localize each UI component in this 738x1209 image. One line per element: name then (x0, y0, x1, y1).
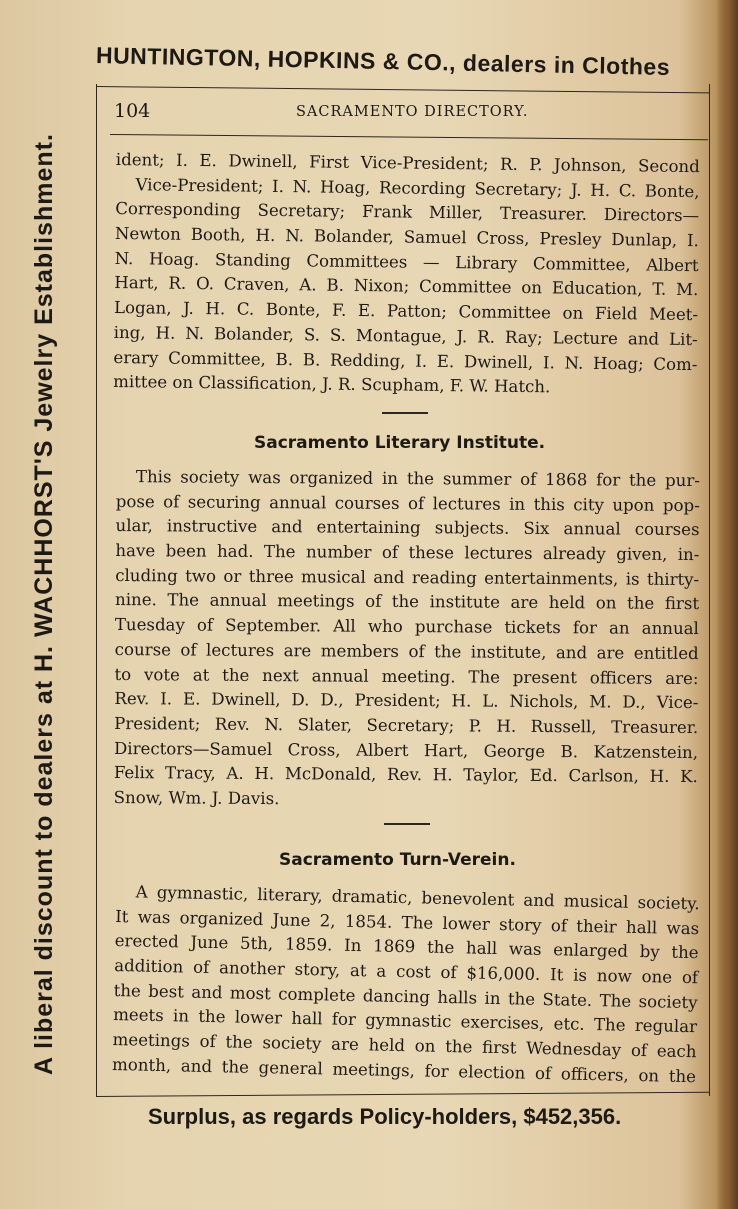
text-line: ident; I. E. Dwinell, First Vice-President; R. P. Johnson, Second (115, 149, 700, 177)
text-line: course of lectures are members of the institute, and are entitled (114, 639, 699, 663)
text-line: to vote at the next annual meeting. The present officers are: (114, 664, 699, 688)
text-line: ing, H. N. Bolander, S. S. Montague, J. R. Ray; Lecture and Lit- (113, 322, 698, 349)
text-line: Corresponding Secretary; Frank Miller, Treasurer. Directors— (115, 199, 700, 226)
text-line: pose of securing annual courses of lectures in this city upon pop- (115, 491, 700, 515)
text-line: Rev. I. E. Dwinell, D. D., President; H. L. Nichols, M. D., Vice- (114, 689, 699, 713)
section-turn-verein-text (112, 880, 700, 1090)
text-line: month, and the general meetings, for election of officers, on the (111, 1054, 697, 1087)
text-line: meetings of the society are held on the first Wednesday of each (112, 1030, 697, 1062)
text-line: erary Committee, B. B. Redding, I. E. Dwinell, I. N. Hoag; Com- (113, 347, 698, 374)
text-line: A gymnastic, literary, dramatic, benevolent and musical society. (135, 882, 700, 914)
text-line: Hart, R. O. Craven, A. B. Nixon; Committee on Education, T. M. (114, 273, 699, 300)
text-line: It was organized June 2, 1854. The lower story of their hall was (115, 906, 700, 938)
text-line: Tuesday of September. All who purchase tickets for an annual (114, 615, 699, 639)
text-line: Snow, Wm. J. Davis. (113, 787, 280, 809)
text-line: the best and most complete dancing halls in the State. The society (113, 980, 698, 1012)
text-line: Logan, J. H. C. Bonte, F. E. Patton; Committee on Field Meet- (113, 298, 699, 325)
text-line: have been had. The number of these lectures already given, in- (115, 541, 700, 565)
text-line: Newton Booth, H. N. Bolander, Samuel Cross, Presley Dunlap, I. (114, 224, 700, 251)
section-heading-literary-institute: Sacramento Literary Institute. (254, 433, 546, 453)
text-line: addition of another story, at a cost of $16,000. It is now one of (114, 956, 699, 988)
text-line: ular, instructive and entertaining subjects. Six annual courses (115, 516, 700, 540)
text-line: Directors—Samuel Cross, Albert Hart, George B. Katzenstein, (113, 738, 699, 762)
section-heading-turn-verein: Sacramento Turn-Verein. (279, 850, 516, 870)
text-line: Vice-President; I. N. Hoag, Recording Secretary; J. H. C. Bonte, (135, 174, 700, 201)
text-line: President; Rev. N. Slater, Secretary; P. H. Russell, Treasurer. (114, 713, 699, 737)
text-line: N. Hoag. Standing Committees — Library Committee, Albert (114, 248, 699, 275)
text-line: meets in the lower hall for gymnastic exercises, etc. The regular (112, 1005, 698, 1037)
footer-advertisement: Surplus, as regards Policy-holders, $452,356. (148, 1104, 622, 1129)
text-line: erected June 5th, 1859. In 1869 the hall was enlarged by the (114, 931, 699, 963)
text-line: cluding two or three musical and reading entertainments, is thirty- (115, 565, 700, 589)
section-divider (384, 823, 430, 825)
side-advertisement: A liberal discount to dealers at H. WACHHORST'S Jewelry Establishment. (30, 133, 58, 1075)
header-advertisement: HUNTINGTON, HOPKINS & CO., dealers in Clothes (95, 42, 671, 81)
section-literary-institute-text (114, 465, 700, 815)
text-line: mittee on Classification, J. R. Scupham, F. W. Hatch. (113, 372, 551, 397)
text-line: nine. The annual meetings of the institute are held on the first (114, 590, 700, 614)
running-head: SACRAMENTO DIRECTORY. (296, 104, 529, 120)
text-line: This society was organized in the summer of 1868 for the pur- (135, 467, 700, 491)
section-officers-text (113, 148, 700, 402)
text-line: Felix Tracy, A. H. McDonald, Rev. H. Taylor, Ed. Carlson, H. K. (113, 763, 698, 787)
page-number: 104 (114, 100, 151, 122)
page-edge-shadow (716, 0, 738, 1209)
section-divider (382, 412, 428, 414)
